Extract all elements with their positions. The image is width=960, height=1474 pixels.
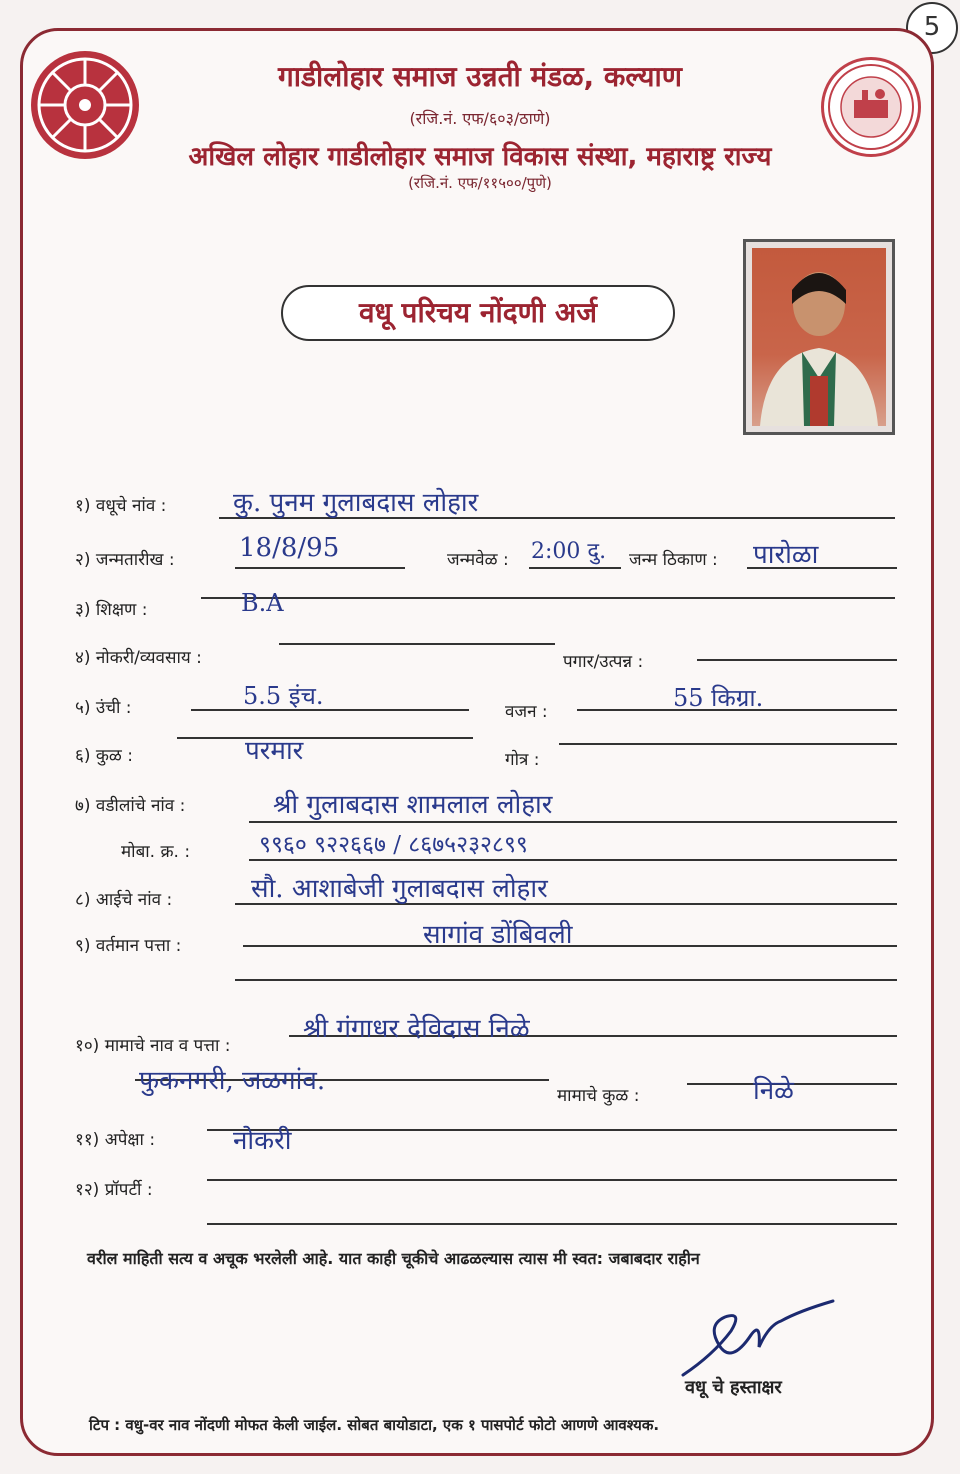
expectation-label: ११) अपेक्षा : xyxy=(75,1130,156,1150)
clan-label: ६) कुळ : xyxy=(75,746,133,766)
expectation-line xyxy=(207,1129,897,1131)
birth-place-label: जन्म ठिकाण : xyxy=(629,550,718,570)
tip-note: टिप : वधु-वर नाव नोंदणी मोफत केली जाईल. सोबत बायोडाटा, एक १ पासपोर्ट फोटो आणणे आवश्यक. xyxy=(89,1416,660,1434)
address-value: सागांव डोंबिवली xyxy=(423,920,573,950)
income-line xyxy=(697,659,897,661)
signature-label: वधू चे हस्ताक्षर xyxy=(685,1377,782,1398)
education-value: B.A xyxy=(241,589,284,617)
property-label: १२) प्रॉपर्टी : xyxy=(75,1180,153,1200)
height-label: ५) उंची : xyxy=(75,698,132,718)
education-line xyxy=(201,597,895,599)
occupation-line xyxy=(279,643,555,645)
maternal-clan-value: निळे xyxy=(753,1076,794,1106)
mother-name-label: ८) आईचे नांव : xyxy=(75,890,173,910)
gotra-label: गोत्र : xyxy=(505,750,540,770)
birth-date-label: २) जन्मतारीख : xyxy=(75,550,175,570)
maternal-clan-label: मामाचे कुळ : xyxy=(557,1086,640,1106)
maternal-uncle-value: श्री गंगाधर देविदास निळे xyxy=(303,1014,530,1044)
form-title: वधू परिचय नोंदणी अर्ज xyxy=(281,285,675,341)
mother-name-value: सौ. आशाबेजी गुलाबदास लोहार xyxy=(251,874,548,904)
maternal-uncle-label: १०) मामाचे नाव व पत्ता : xyxy=(75,1036,231,1056)
birth-place-value: पारोळा xyxy=(753,540,819,570)
father-name-value: श्री गुलाबदास शामलाल लोहार xyxy=(273,790,553,820)
education-label: ३) शिक्षण : xyxy=(75,600,148,620)
clan-value: परमार xyxy=(245,736,304,766)
page-number: 5 xyxy=(906,2,958,54)
birth-date-line xyxy=(235,567,405,569)
registration-form xyxy=(20,28,934,1456)
gotra-line xyxy=(559,743,897,745)
bride-name-label: १) वधूचे नांव : xyxy=(75,496,167,516)
father-name-label: ७) वडीलांचे नांव : xyxy=(75,796,186,816)
mobile-line xyxy=(249,859,897,861)
weight-label: वजन : xyxy=(505,702,548,722)
property-line-2 xyxy=(207,1223,897,1225)
birth-time-label: जन्मवेळ : xyxy=(447,550,509,570)
declaration-text: वरील माहिती सत्य व अचूक भरलेली आहे. यात काही चूकीचे आढळल्यास त्यास मी स्वत: जबाबदार राहीन xyxy=(87,1249,700,1268)
mobile-label: मोबा. क्र. : xyxy=(121,842,191,862)
height-line xyxy=(191,709,469,711)
income-label: पगार/उत्पन्न : xyxy=(563,652,644,672)
registration-number-primary: (रजि.नं. एफ/६०३/ठाणे) xyxy=(409,109,551,128)
weight-value: 55 किग्रा. xyxy=(673,684,764,712)
bride-name-value: कु. पुनम गुलाबदास लोहार xyxy=(233,488,479,518)
occupation-label: ४) नोकरी/व्यवसाय : xyxy=(75,648,202,668)
clan-line xyxy=(177,737,473,739)
registration-number-secondary: (रजि.नं. एफ/११५००/पुणे) xyxy=(408,174,552,192)
property-line-1 xyxy=(207,1179,897,1181)
expectation-value: नोकरी xyxy=(233,1126,292,1156)
org-name-primary: गाडीलोहार समाज उन्नती मंडळ, कल्याण xyxy=(278,60,682,93)
mobile-value: ९९६० ९२२६६७ / ८६७५२३२८९९ xyxy=(259,832,528,858)
birth-date-value: 18/8/95 xyxy=(239,533,340,563)
maternal-uncle-address: फुकनगरी, जळगांव. xyxy=(139,1066,326,1096)
passport-photo xyxy=(743,239,895,435)
father-name-line xyxy=(249,821,897,823)
birth-time-line xyxy=(529,567,621,569)
address-label: ९) वर्तमान पत्ता : xyxy=(75,936,182,956)
org-name-secondary: अखिल लोहार गाडीलोहार समाज विकास संस्था, महाराष्ट्र राज्य xyxy=(188,142,772,172)
height-value: 5.5 इंच. xyxy=(243,682,324,710)
birth-time-value: 2:00 दु. xyxy=(531,539,607,564)
address-line-2 xyxy=(235,979,897,981)
